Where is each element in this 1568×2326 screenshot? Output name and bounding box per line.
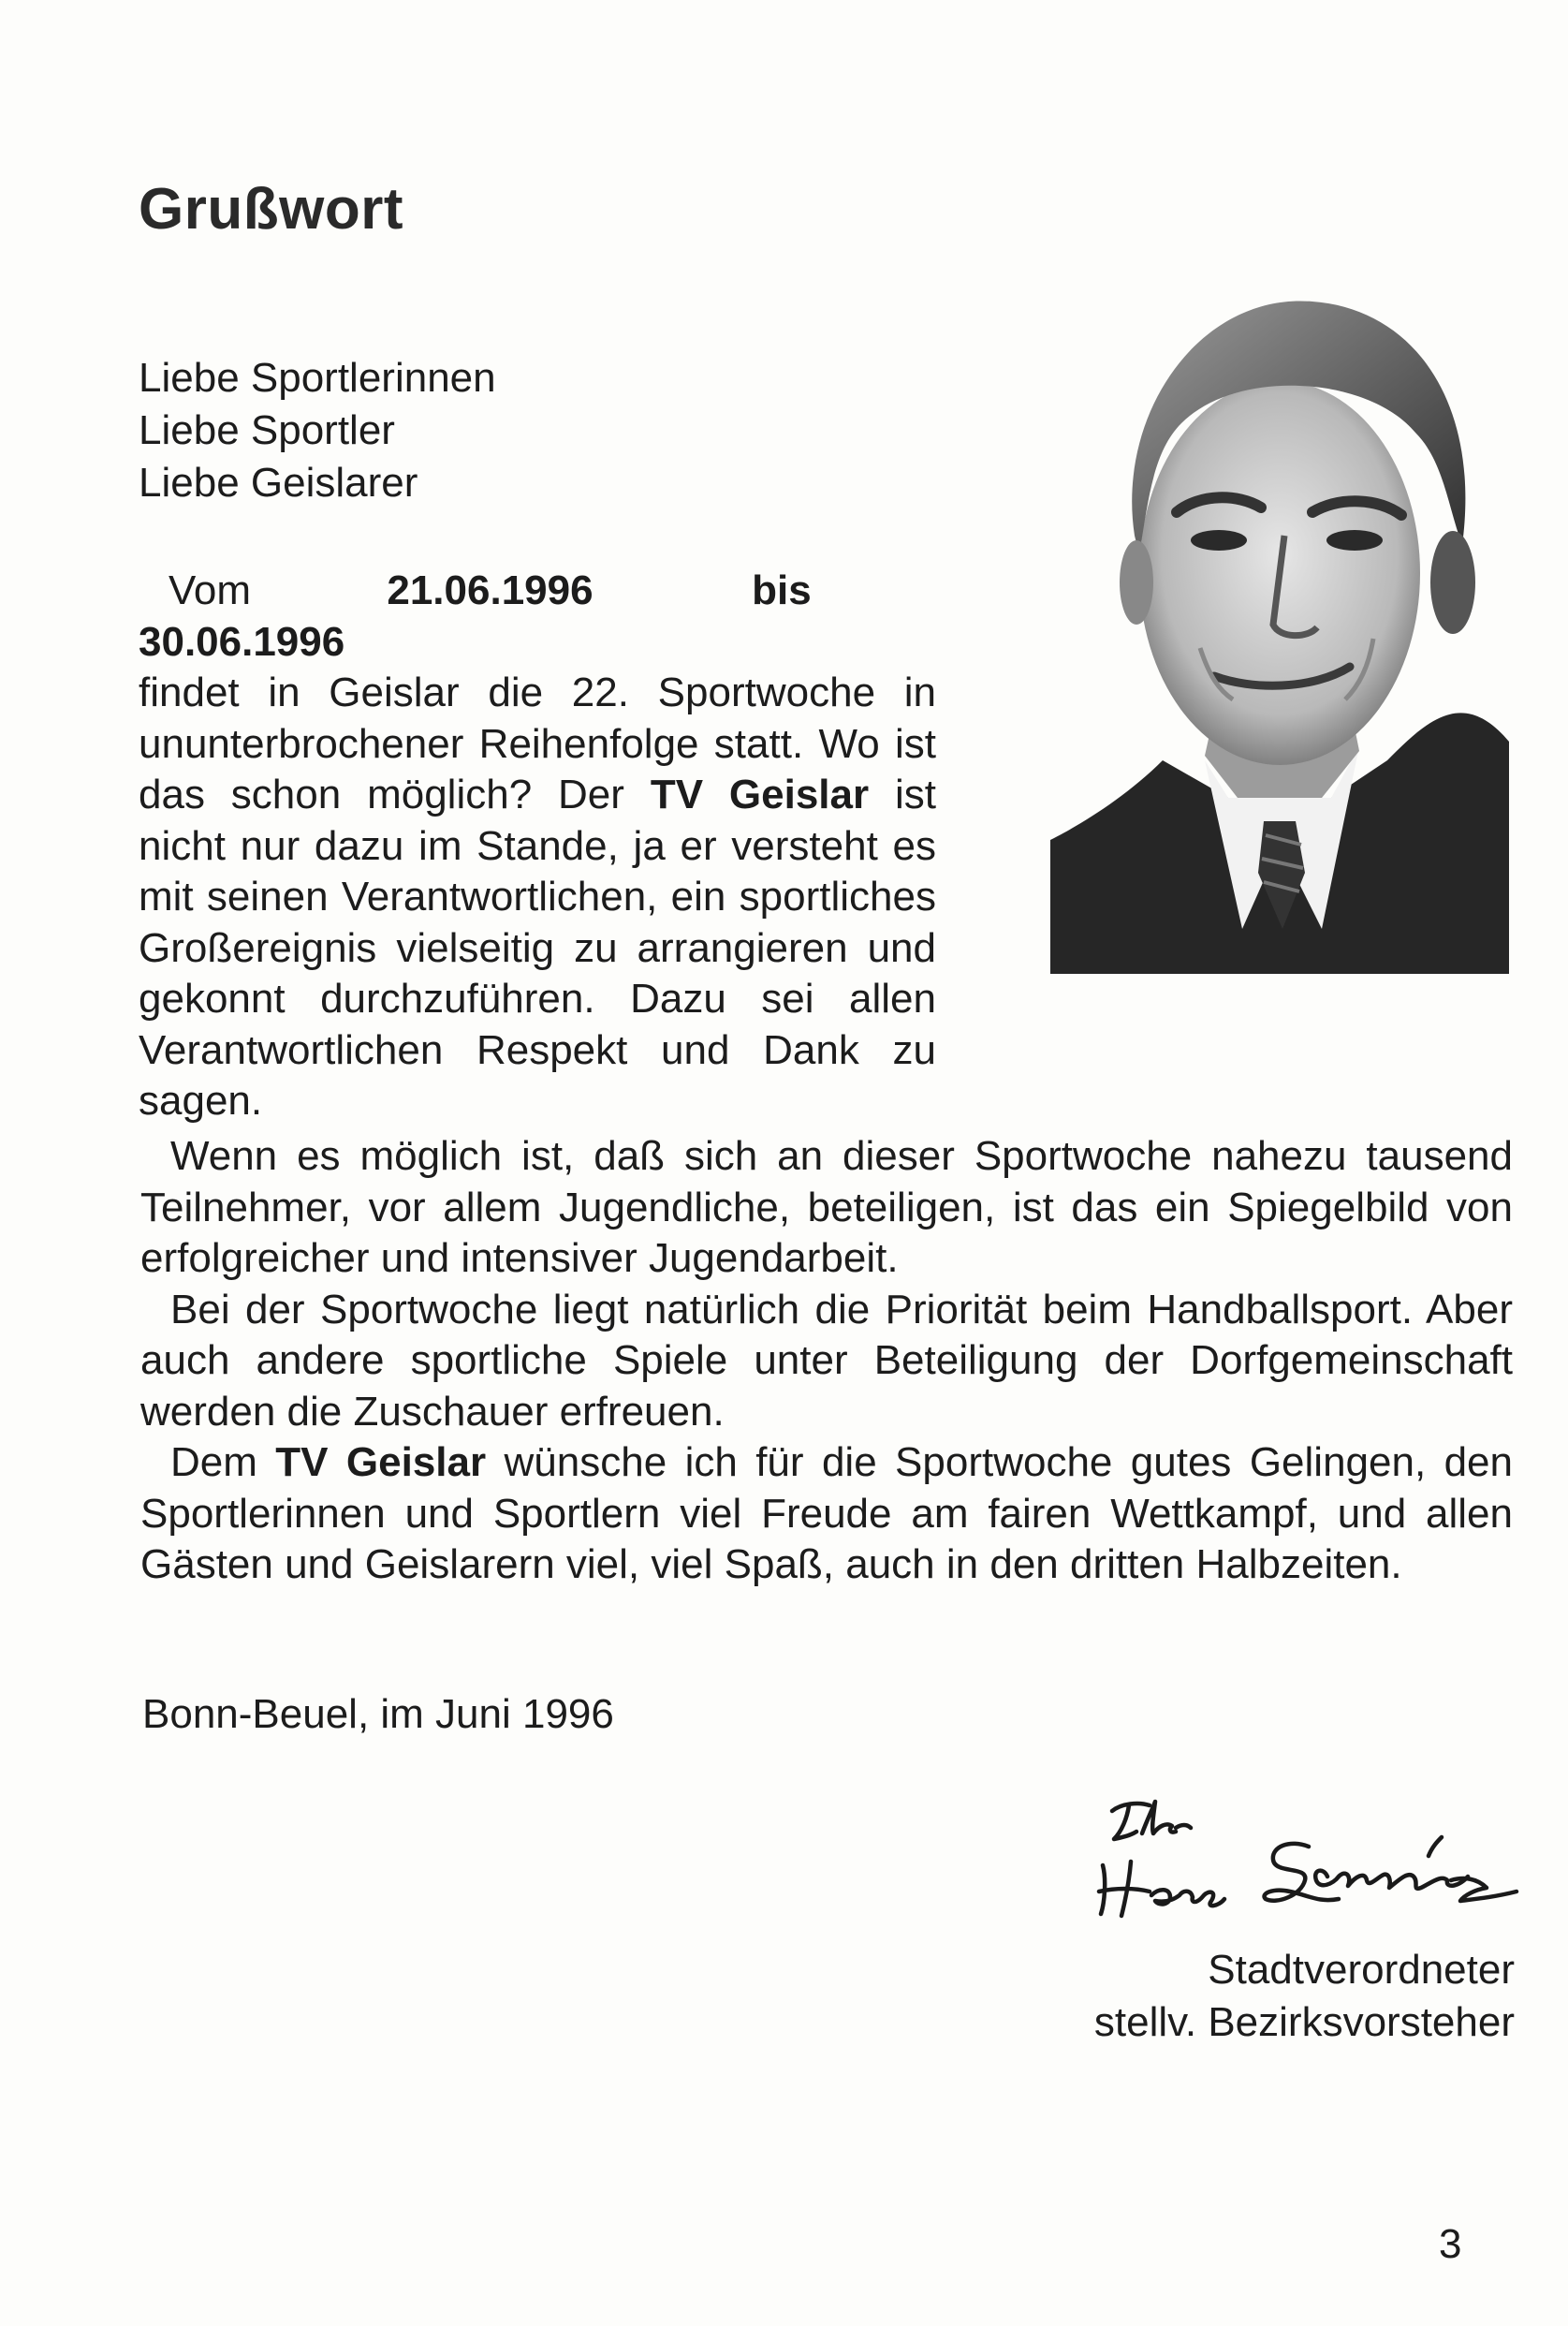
salutation-block — [139, 352, 496, 509]
body-paragraph: Wenn es möglich ist, daß sich an dieser Sportwoche nahezu tausend Teilnehmer, vor allem Jugendliche, beteiligen, ist das ein Spiegelbild von erfolgreicher und intensiver Jugendarbeit. — [140, 1133, 1513, 1281]
body-paragraph — [140, 1437, 1513, 1591]
intro-vom: Vom — [169, 567, 252, 613]
intro-text-1: findet in Geislar die 22. Sportwoche in ununterbrochener Reihenfolge statt. Wo ist das schon möglich? Der — [139, 670, 936, 817]
salutation-line: Liebe Sportlerinnen — [139, 355, 496, 401]
signatory-role — [1094, 1944, 1515, 2049]
intro-text-2: ist nicht nur dazu im Stande, ja er versteht es mit seinen Verantwortlichen, ein sportliches Großereignis vielseitig zu arrangieren und gekonnt durchzuführen. Dazu sei allen Verantwortlichen Respekt und Dank zu sagen. — [139, 772, 936, 1124]
body-text — [140, 1131, 1513, 1591]
salutation-line: Liebe Sportler — [139, 407, 395, 453]
intro-bis: bis — [752, 567, 812, 613]
date-range-line — [139, 566, 936, 668]
start-date: 21.06.1996 — [387, 567, 593, 613]
role-line: stellv. Bezirksvorsteher — [1093, 1999, 1515, 2045]
paragraph-4-text-2: wünsche ich für die Sportwoche gutes Gelingen, den Sportlerinnen und Sportlern viel Freude am fairen Wettkampf, und allen Gästen und Geislarern viel, viel Spaß, auch in den dritten Halbzeiten. — [140, 1439, 1513, 1587]
club-name: TV Geislar — [650, 772, 870, 817]
club-name: TV Geislar — [275, 1439, 487, 1485]
role-line: Stadtverordneter — [1208, 1947, 1515, 1993]
body-paragraph: Bei der Sportwoche liegt natürlich die Priorität beim Handballsport. Aber auch andere sportliche Spiele unter Beteiligung der Dorfgemeinschaft werden die Zuschauer erfreuen. — [140, 1286, 1513, 1435]
page-number: 3 — [1439, 2221, 1462, 2267]
page-title: Grußwort — [139, 177, 403, 242]
salutation-line: Liebe Geislarer — [139, 460, 418, 506]
portrait-photo — [1050, 273, 1509, 974]
intro-paragraph — [139, 566, 936, 1127]
handwritten-signature — [1093, 1790, 1524, 1931]
dateline: Bonn-Beuel, im Juni 1996 — [142, 1691, 614, 1737]
end-date: 30.06.1996 — [139, 618, 345, 665]
paragraph-4-text-1: Dem — [170, 1439, 276, 1485]
